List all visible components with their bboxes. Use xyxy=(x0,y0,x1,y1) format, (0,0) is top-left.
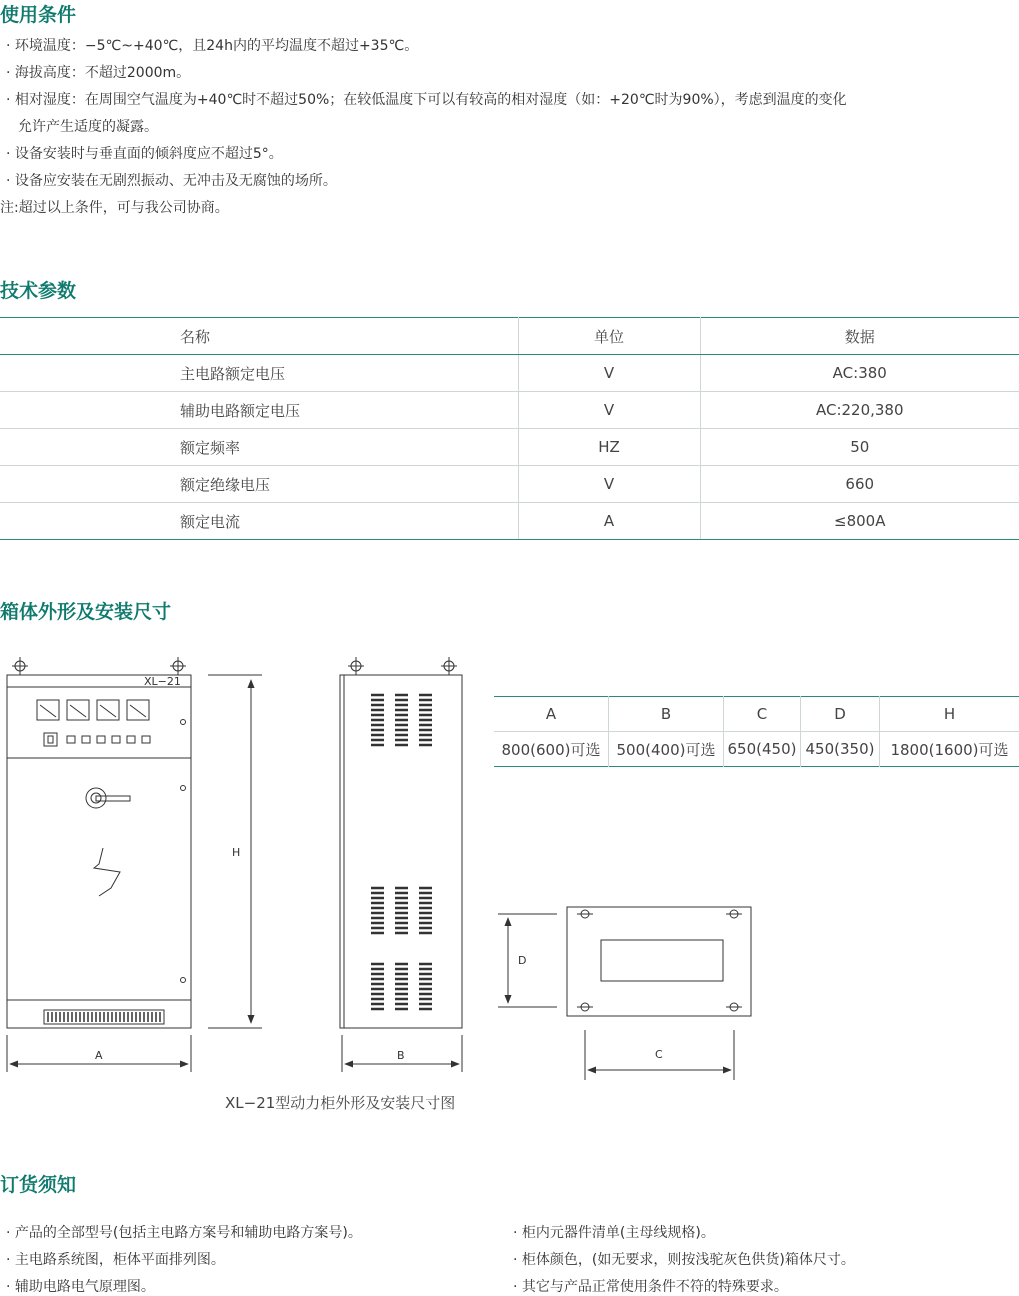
lifting-eye-icon xyxy=(170,657,186,675)
condition-item: · 设备安装时与垂直面的倾斜度应不超过5°。 xyxy=(6,145,283,163)
column-header-h: H xyxy=(880,697,1019,732)
cell-unit: V xyxy=(518,355,700,392)
cell-name: 额定电流 xyxy=(0,503,518,540)
ordering-item: · 辅助电路电气原理图。 xyxy=(6,1278,155,1296)
lifting-eye-icon xyxy=(12,657,28,675)
meter-icon xyxy=(127,700,149,720)
selector-switch-icon xyxy=(44,733,57,746)
door-hinge-icon xyxy=(181,786,186,791)
ordering-item: · 产品的全部型号(包括主电路方案号和辅助电路方案号)。 xyxy=(6,1224,362,1242)
indicator-lamp-icon xyxy=(97,736,105,743)
vent-louver xyxy=(371,695,432,745)
cell-name: 额定频率 xyxy=(0,429,518,466)
cell-a: 800(600)可选 xyxy=(494,732,609,767)
cell-c: 650(450) xyxy=(724,732,801,767)
table-row xyxy=(0,466,1019,503)
table-row xyxy=(0,392,1019,429)
indicator-lamp-icon xyxy=(112,736,120,743)
indicator-lamp-icon xyxy=(67,736,75,743)
ordering-item: · 主电路系统图，柜体平面排列图。 xyxy=(6,1251,225,1269)
cell-data: AC:220,380 xyxy=(700,392,1019,429)
lightning-warning-icon xyxy=(94,848,120,896)
model-label: XL−21 xyxy=(144,675,181,688)
cell-b: 500(400)可选 xyxy=(609,732,724,767)
meter-icon xyxy=(37,700,59,720)
dimension-label-a: A xyxy=(95,1049,103,1062)
meter-icon xyxy=(67,700,89,720)
table-row xyxy=(0,503,1019,540)
cell-data: 660 xyxy=(700,466,1019,503)
dimension-label-b: B xyxy=(397,1049,405,1062)
cell-name: 主电路额定电压 xyxy=(0,355,518,392)
dimension-label-d: D xyxy=(518,954,526,967)
mounting-hole-icon xyxy=(577,1003,593,1011)
cell-unit: A xyxy=(518,503,700,540)
cell-h: 1800(1600)可选 xyxy=(880,732,1019,767)
vent-louver xyxy=(371,888,432,933)
table-header-row xyxy=(0,318,1019,355)
indicator-lamp-icon xyxy=(127,736,135,743)
table-row xyxy=(494,732,1019,767)
cabinet-front-outline xyxy=(7,675,191,1028)
table-header-row xyxy=(494,697,1019,732)
column-header-name: 名称 xyxy=(0,318,518,355)
column-header-d: D xyxy=(801,697,880,732)
mounting-hole-icon xyxy=(726,1003,742,1011)
vent-louver xyxy=(371,964,432,1009)
column-header-b: B xyxy=(609,697,724,732)
indicator-lamp-icon xyxy=(142,736,150,743)
indicator-lamp-icon xyxy=(82,736,90,743)
cable-opening xyxy=(601,940,723,981)
cell-data: 50 xyxy=(700,429,1019,466)
section-title-ordering: 订货须知 xyxy=(0,1170,76,1197)
lifting-eye-icon xyxy=(348,657,364,675)
section-title-conditions: 使用条件 xyxy=(0,0,76,27)
dimensions-table xyxy=(494,696,1019,767)
door-hinge-icon xyxy=(181,978,186,983)
operating-handle-icon xyxy=(86,788,130,808)
drawing-caption: XL−21型动力柜外形及安装尺寸图 xyxy=(225,1092,455,1113)
ordering-item: · 柜内元器件清单(主母线规格)。 xyxy=(513,1224,715,1242)
condition-item: · 海拔高度：不超过2000m。 xyxy=(6,64,190,82)
cell-d: 450(350) xyxy=(801,732,880,767)
condition-item-continuation: 允许产生适度的凝露。 xyxy=(18,118,158,136)
condition-item: · 设备应安装在无剧烈振动、无冲击及无腐蚀的场所。 xyxy=(6,172,337,190)
column-header-unit: 单位 xyxy=(518,318,700,355)
mounting-hole-icon xyxy=(577,910,593,918)
cell-unit: V xyxy=(518,392,700,429)
table-row xyxy=(0,355,1019,392)
door-hinge-icon xyxy=(181,720,186,725)
cell-name: 辅助电路额定电压 xyxy=(0,392,518,429)
mounting-hole-icon xyxy=(726,910,742,918)
dimension-label-c: C xyxy=(655,1048,663,1061)
meter-icon xyxy=(97,700,119,720)
parameters-table xyxy=(0,317,1019,540)
ordering-item: · 柜体颜色，(如无要求，则按浅驼灰色供货)箱体尺寸。 xyxy=(513,1251,855,1269)
section-title-dimensions: 箱体外形及安装尺寸 xyxy=(0,597,171,624)
cell-name: 额定绝缘电压 xyxy=(0,466,518,503)
section-title-parameters: 技术参数 xyxy=(0,276,76,303)
condition-item: · 环境温度：−5℃~+40℃，且24h内的平均温度不超过+35℃。 xyxy=(6,37,418,55)
column-header-data: 数据 xyxy=(700,318,1019,355)
dimension-label-h: H xyxy=(232,846,240,859)
cell-unit: HZ xyxy=(518,429,700,466)
table-row xyxy=(0,429,1019,466)
ordering-item: · 其它与产品正常使用条件不符的特殊要求。 xyxy=(513,1278,788,1296)
column-header-a: A xyxy=(494,697,609,732)
cell-data: ≤800A xyxy=(700,503,1019,540)
column-header-c: C xyxy=(724,697,801,732)
cell-data: AC:380 xyxy=(700,355,1019,392)
cell-unit: V xyxy=(518,466,700,503)
condition-item: · 相对湿度：在周围空气温度为+40℃时不超过50%；在较低温度下可以有较高的相对湿度（如：+20℃时为90%），考虑到温度的变化 xyxy=(6,91,847,109)
condition-note: 注:超过以上条件，可与我公司协商。 xyxy=(0,199,229,217)
lifting-eye-icon xyxy=(441,657,457,675)
